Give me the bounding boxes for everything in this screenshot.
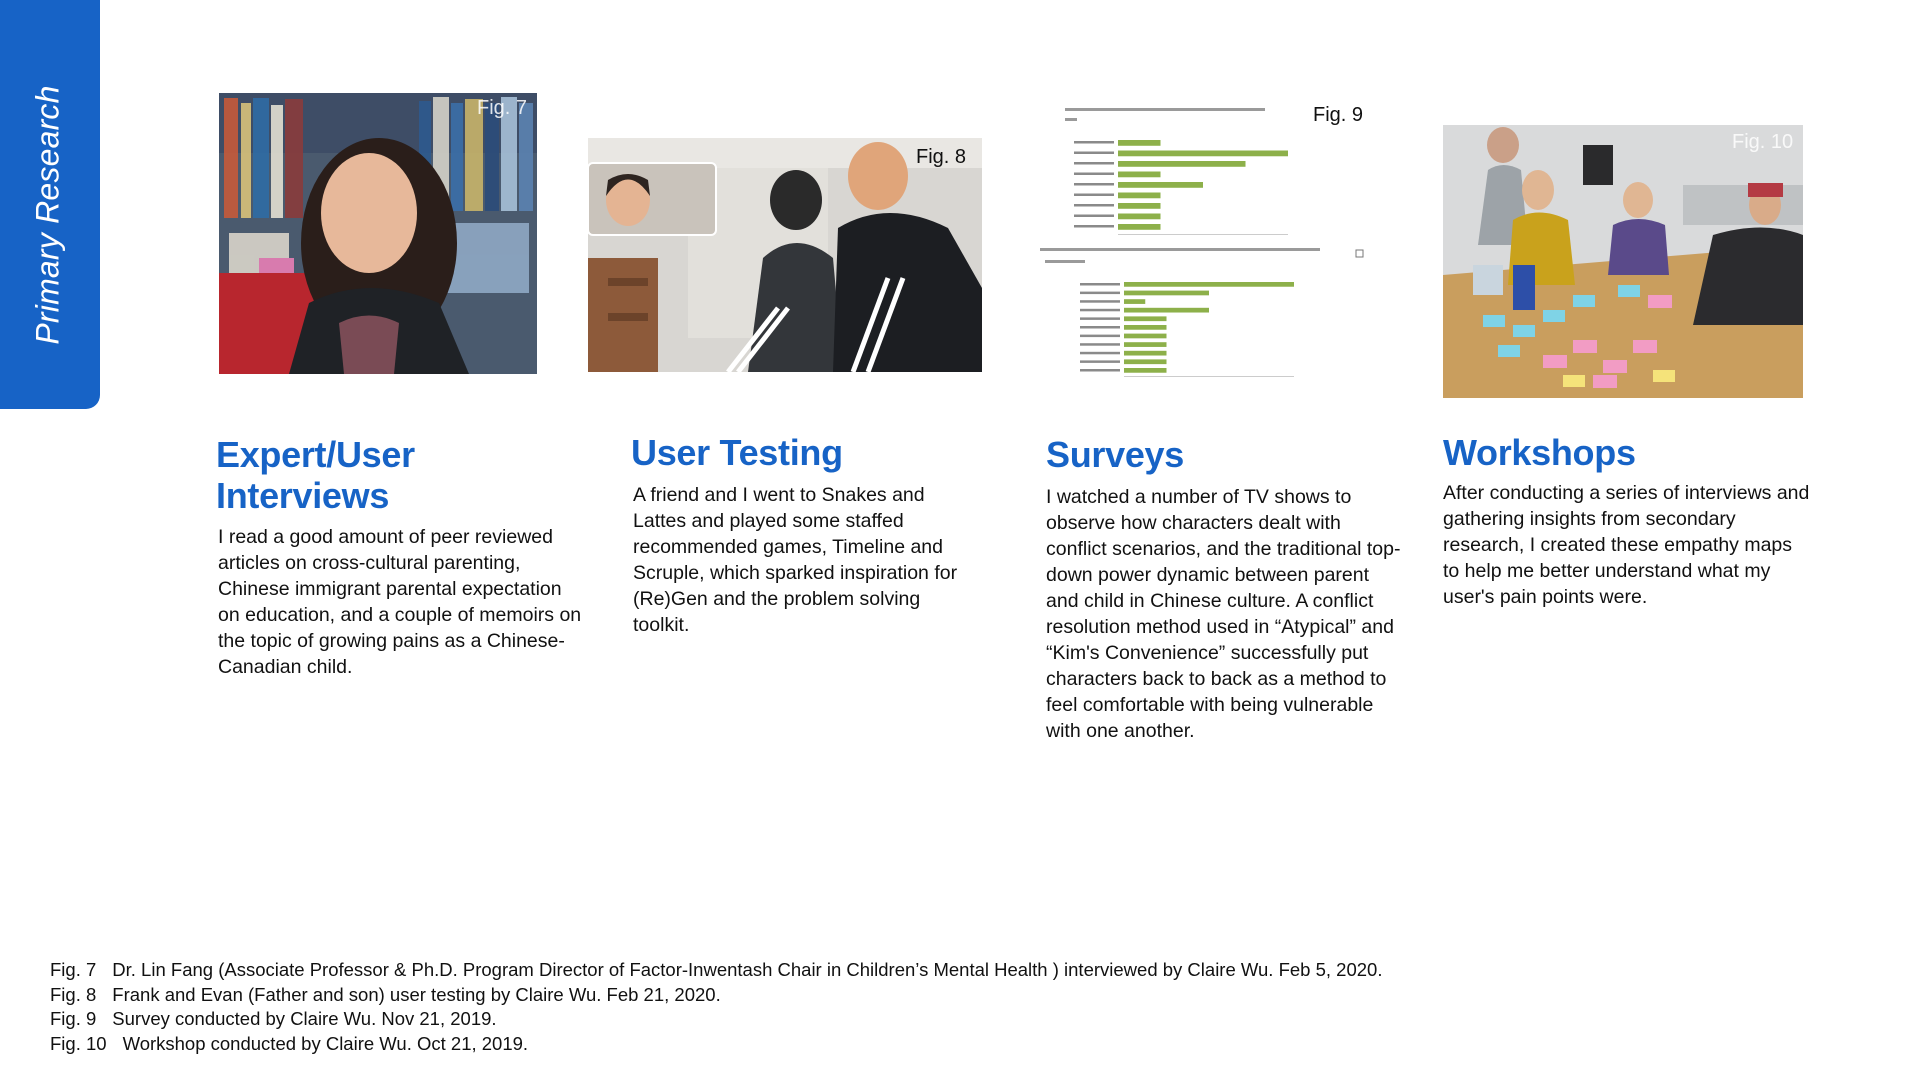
caption-row: Fig. 9 Survey conducted by Claire Wu. Nov 21, 2019. (50, 1008, 497, 1029)
caption-row: Fig. 8 Frank and Evan (Father and son) user testing by Claire Wu. Feb 21, 2020. (50, 983, 721, 1005)
survey-bar (1124, 342, 1167, 347)
survey-bar (1124, 308, 1209, 313)
survey-bar (1118, 193, 1161, 199)
survey-bar (1118, 161, 1246, 167)
survey-bar-label (1074, 194, 1114, 197)
survey-bar (1118, 224, 1161, 230)
survey-bar-label (1080, 335, 1120, 338)
survey-bar (1118, 214, 1161, 220)
sidebar-label: Primary Research (29, 85, 66, 345)
survey-bar-label (1080, 317, 1120, 320)
survey-bar (1118, 203, 1161, 209)
survey-bar (1124, 316, 1167, 321)
survey-bar-label (1080, 326, 1120, 329)
survey-bar (1124, 299, 1145, 304)
survey-bar-label (1080, 292, 1120, 295)
survey-bar (1124, 334, 1167, 339)
fig7-label: Fig. 7 (477, 97, 528, 119)
survey-bar-label (1080, 343, 1120, 346)
caption-row: Fig. 10 Workshop conducted by Claire Wu. Oct 21, 2019. (50, 1032, 529, 1054)
survey-bar-label (1080, 352, 1120, 355)
survey-bar (1124, 351, 1167, 356)
heading-user-testing: User Testing (631, 432, 843, 473)
survey-bar-label (1080, 283, 1120, 286)
user-testing-body: A friend and I went to Snakes and Lattes and played some staffed recommended games, Timeline and Scruple, which sparked inspiration for (Re)Gen and the problem solving toolkit. (633, 484, 958, 636)
survey-bar-label (1074, 173, 1114, 176)
survey-bar (1118, 140, 1161, 146)
survey-bar (1124, 282, 1294, 287)
survey-bar-label (1080, 300, 1120, 303)
survey-bar (1124, 359, 1167, 364)
survey-bar-label (1080, 360, 1120, 363)
fig8-label: Fig. 8 (916, 146, 967, 168)
surveys-body: I watched a number of TV shows to observe how characters dealt with conflict scenarios, and the traditional top-down power dynamic between parent and child in Chinese culture. A conflict resolution method used in “Atypical” and “Kim's Convenience” successfully put characters back to back as a method to feel comfortable with being vulnerable with one another. (1046, 486, 1401, 742)
heading-line-1: Expert/User (216, 434, 415, 475)
caption-row: Fig. 7 Dr. Lin Fang (Associate Professor & Ph.D. Program Director of Factor-Inwentash Chair in Children’s Mental Health ) interviewed by Claire Wu. Feb 5, 2020. (50, 959, 1383, 980)
survey-bar-label (1074, 215, 1114, 218)
heading-line-2: Interviews (216, 475, 390, 516)
survey-bar (1124, 368, 1167, 373)
survey-bar-label (1074, 225, 1114, 228)
sidebar-tab (0, 0, 100, 409)
survey-bar (1118, 151, 1288, 157)
survey-bar-label (1074, 183, 1114, 186)
fig9-survey-image (1040, 100, 1370, 380)
fig9-label: Fig. 9 (1313, 104, 1364, 126)
survey-bar-label (1074, 152, 1114, 155)
survey-bar-label (1080, 309, 1120, 312)
heading-surveys: Surveys (1046, 434, 1184, 475)
heading-expert-user-interviews (216, 434, 415, 516)
workshops-body: After conducting a series of interviews and gathering insights from secondary research, I created these empathy maps to help me better understand what my user's pain points were. (1443, 482, 1810, 608)
fig7-photo (219, 93, 537, 374)
survey-bar (1118, 172, 1161, 178)
heading-workshops: Workshops (1443, 432, 1636, 473)
survey-bar-label (1074, 162, 1114, 165)
survey-bar-label (1080, 369, 1120, 372)
survey-bar-label (1074, 141, 1114, 144)
fig10-photo (1443, 125, 1803, 398)
survey-charts-svg (1040, 100, 1370, 380)
survey-bar (1124, 291, 1209, 296)
survey-bar (1124, 325, 1167, 330)
survey-bar-label (1074, 204, 1114, 207)
figure-captions (50, 958, 1382, 1056)
fig10-label: Fig. 10 (1732, 131, 1794, 153)
interviews-body: I read a good amount of peer reviewed articles on cross-cultural parenting, Chinese immigrant parental expectation on education, and a couple of memoirs on the topic of growing pains as a Chinese-Canadian child. (218, 526, 582, 678)
fig8-photo (588, 138, 982, 372)
survey-bar (1118, 182, 1203, 188)
